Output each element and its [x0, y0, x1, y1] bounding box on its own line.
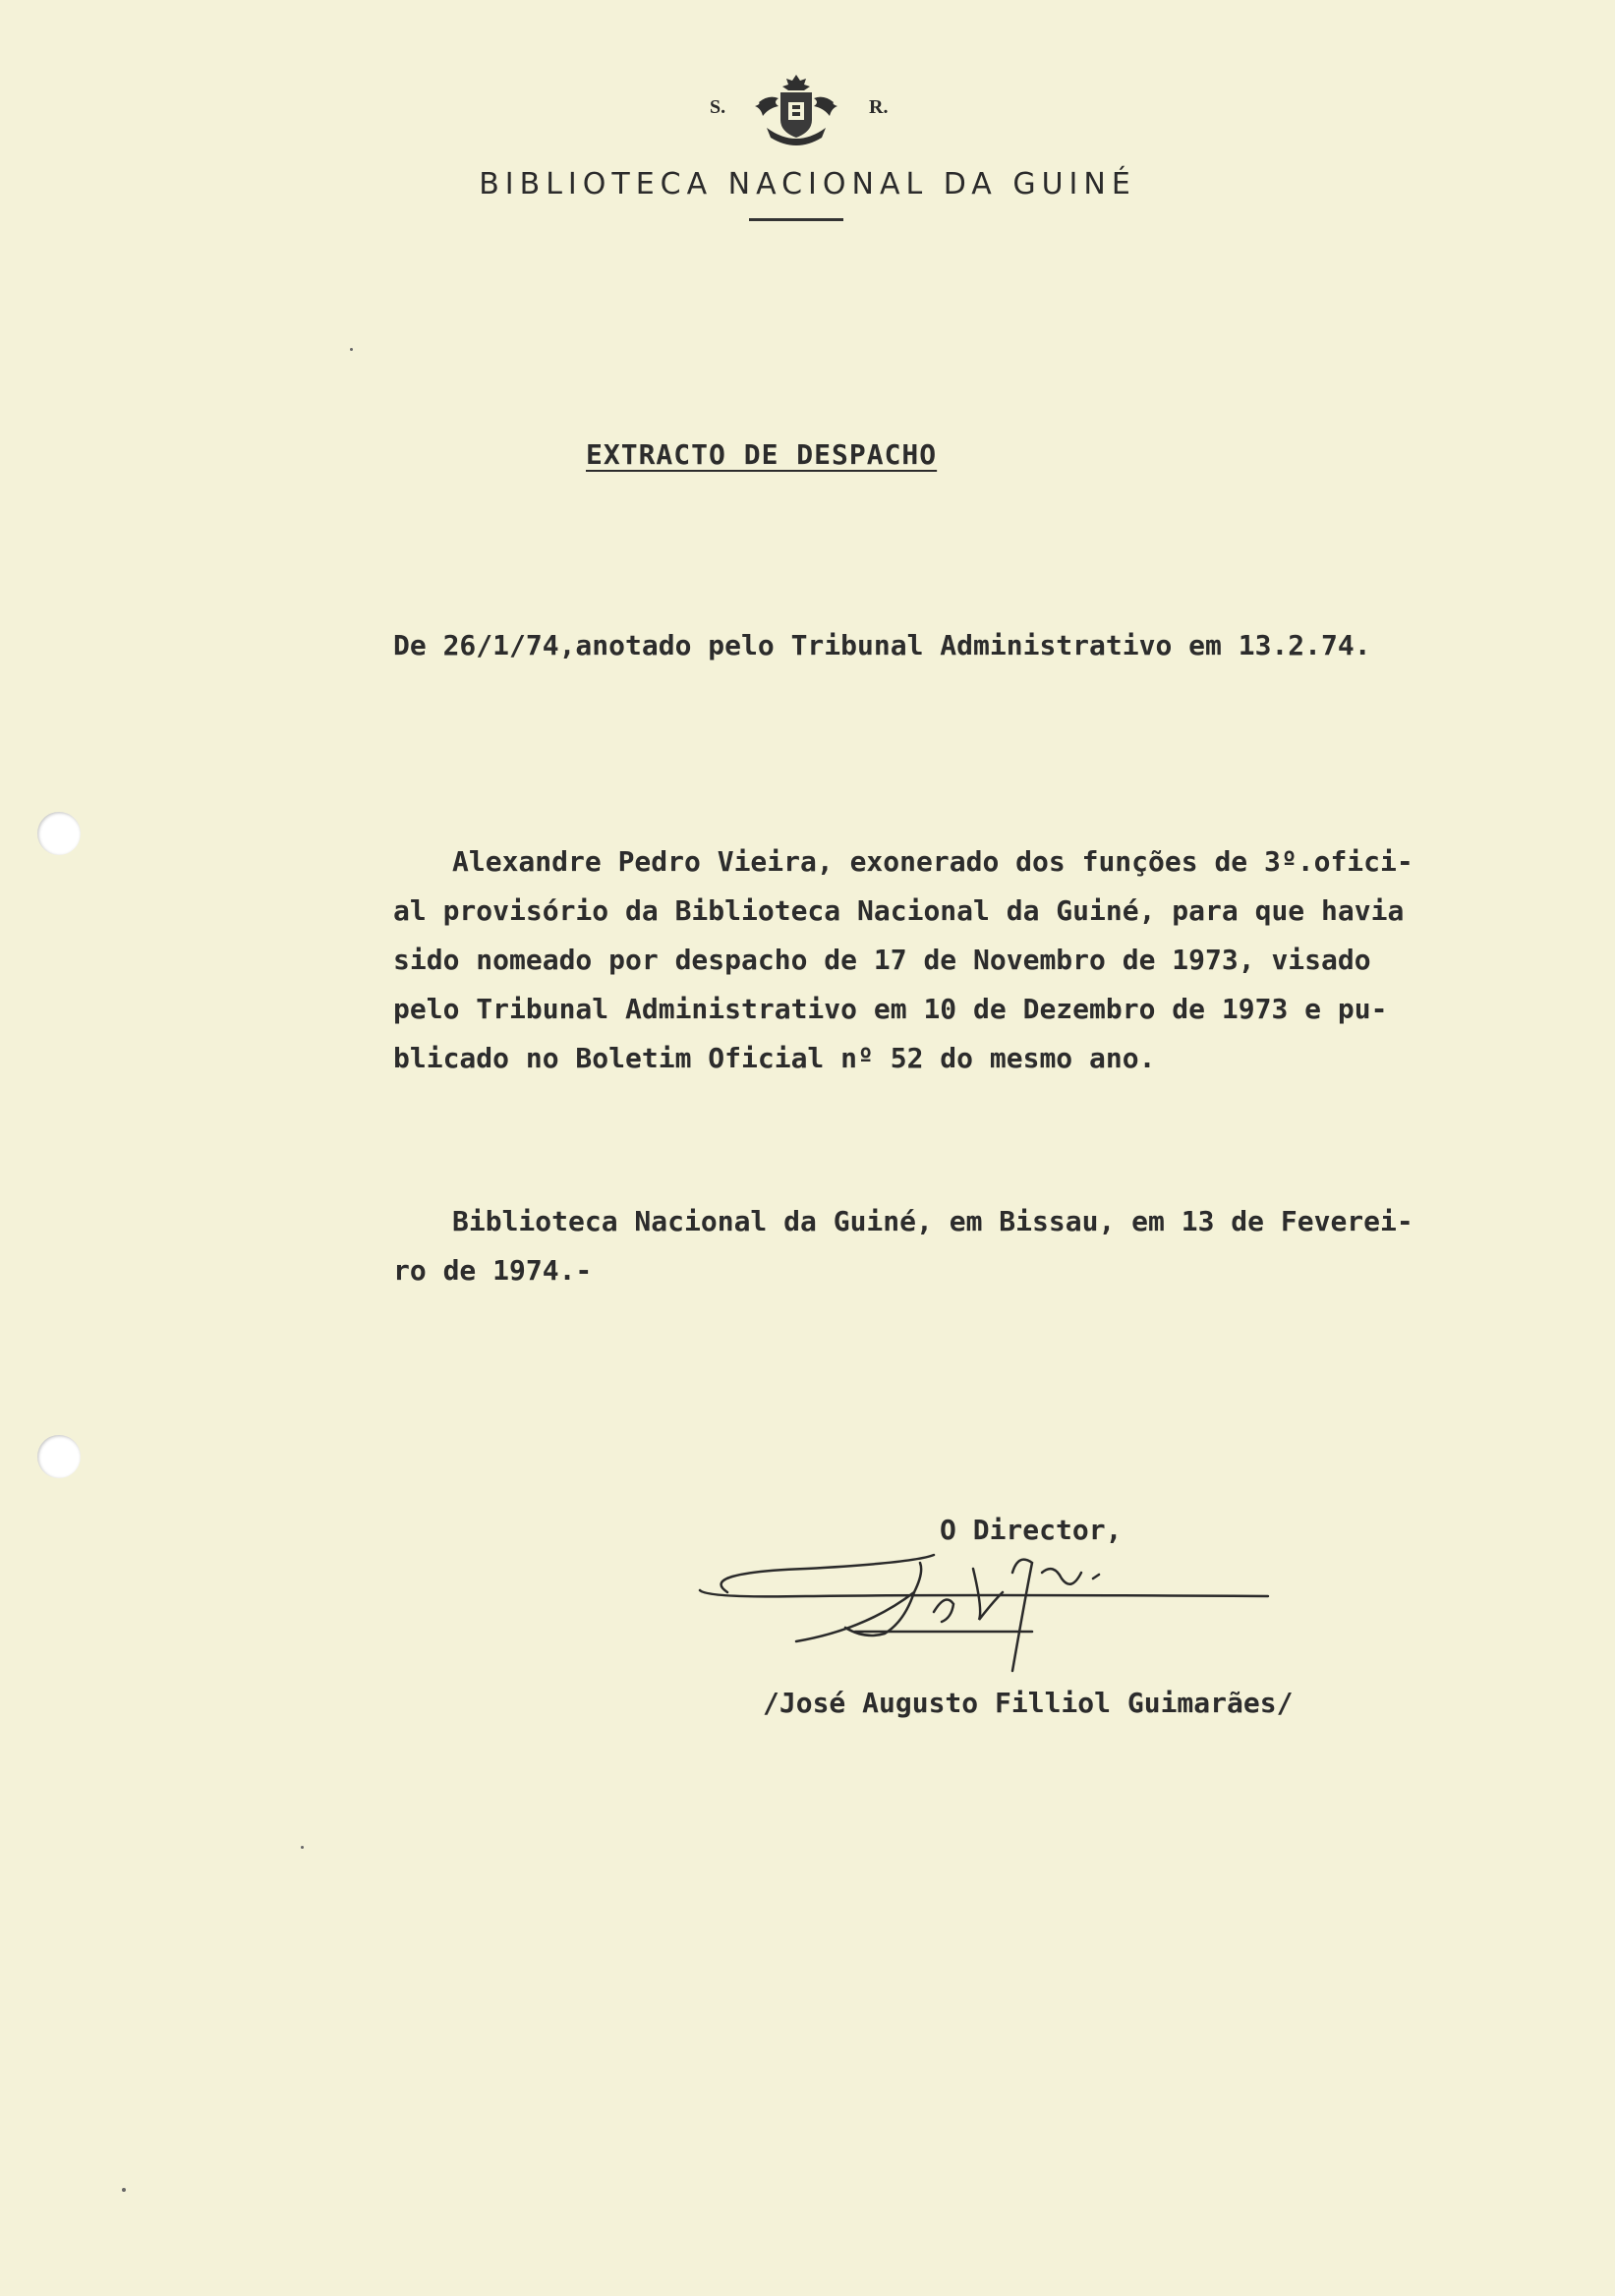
coat-of-arms-icon: [749, 73, 843, 149]
document-title: EXTRACTO DE DESPACHO: [586, 438, 938, 471]
institution-name: BIBLIOTECA NACIONAL DA GUINÉ: [479, 167, 1136, 201]
handwritten-signature: [688, 1533, 1278, 1700]
body-line: sido nomeado por despacho de 17 de Novembro de 1973, visado: [393, 944, 1371, 976]
body-line: blicado no Boletim Oficial nº 52 do mesmo ano.: [393, 1042, 1156, 1074]
body-line: pelo Tribunal Administrativo em 10 de Dezembro de 1973 e pu-: [393, 993, 1388, 1025]
place-date-line: Biblioteca Nacional da Guiné, em Bissau, em 13 de Feverei-: [452, 1205, 1413, 1237]
place-date-line: ro de 1974.-: [393, 1254, 593, 1287]
letterhead: [0, 73, 1615, 201]
paper-speck: [301, 1846, 304, 1849]
punch-hole-bottom: [37, 1435, 81, 1478]
signatory-name: /José Augusto Filliol Guimarães/: [763, 1687, 1294, 1719]
body-line: al provisório da Biblioteca Nacional da Guiné, para que havia: [393, 894, 1405, 927]
dispatch-line: De 26/1/74,anotado pelo Tribunal Administrativo em 13.2.74.: [393, 629, 1371, 661]
letterhead-rule: [749, 218, 843, 221]
letterhead-initial-r: R.: [869, 96, 889, 118]
paper-speck: [350, 348, 353, 351]
letterhead-initial-s: S.: [710, 96, 726, 118]
punch-hole-top: [37, 812, 81, 855]
body-line: Alexandre Pedro Vieira, exonerado dos funções de 3º.ofici-: [452, 845, 1413, 878]
signatory-title: O Director,: [940, 1514, 1123, 1546]
paper-speck: [122, 2188, 126, 2192]
